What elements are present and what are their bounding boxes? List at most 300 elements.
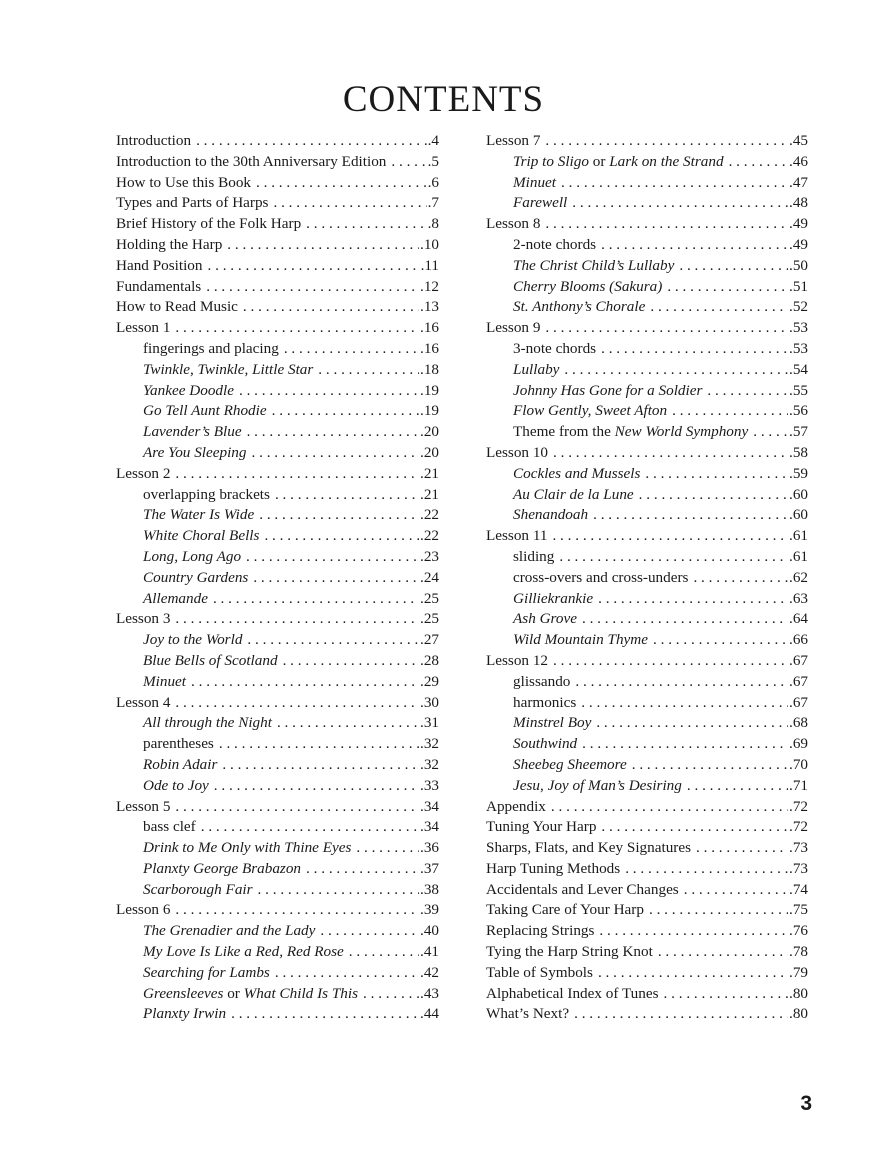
toc-entry [116, 214, 439, 235]
toc-entry-label [143, 734, 214, 755]
toc-entry [116, 693, 439, 714]
toc-entry-title-italic: The Water Is Wide [143, 506, 255, 524]
toc-entry-label [486, 651, 548, 672]
dot-leader [650, 297, 788, 318]
toc-entry-title-italic: All through the Night [143, 714, 272, 732]
toc-entry [116, 734, 439, 755]
toc-entry-title-italic: Long, Long Ago [143, 547, 242, 565]
toc-entry-page: .67 [789, 693, 808, 711]
toc-entry-page: .61 [789, 527, 808, 545]
toc-entry [116, 984, 439, 1005]
toc-entry-title-italic: Twinkle, Twinkle, Little Star [143, 360, 314, 378]
toc-entry-page: .50 [789, 256, 808, 274]
toc-entry-label [116, 797, 170, 818]
toc-entry-label [143, 942, 344, 963]
toc-entry-label [143, 381, 234, 402]
toc-entry [116, 609, 439, 630]
toc-column-right [486, 131, 808, 1025]
toc-entry-label [486, 921, 594, 942]
toc-entry-title-italic: Scarborough Fair [143, 880, 253, 898]
toc-entry-label [486, 131, 540, 152]
toc-entry [486, 651, 808, 672]
dot-leader [601, 339, 788, 360]
dot-leader [551, 797, 788, 818]
toc-entry [486, 235, 808, 256]
toc-entry [116, 235, 439, 256]
toc-entry-text: Lesson 1 [116, 319, 171, 337]
toc-entry-text: 3-note chords [513, 339, 597, 357]
dot-leader [553, 651, 788, 672]
toc-entry [486, 921, 808, 942]
toc-entry [116, 942, 439, 963]
toc-entry [486, 589, 808, 610]
dot-leader [256, 173, 427, 194]
toc-entry-page: .42 [420, 963, 439, 981]
toc-entry-title-italic: New World Symphony [614, 423, 749, 441]
toc-entry-label [143, 838, 351, 859]
toc-entry-page: .11 [420, 256, 439, 274]
toc-entry-label [486, 1004, 569, 1025]
toc-entry [116, 838, 439, 859]
toc-entry-page: .8 [427, 215, 439, 233]
toc-entry-text: 2-note chords [513, 235, 597, 253]
toc-entry-text: bass clef [143, 818, 196, 836]
toc-entry [486, 526, 808, 547]
toc-entry-label [513, 422, 748, 443]
dot-leader [259, 505, 419, 526]
toc-entry-page: .62 [789, 568, 808, 586]
toc-entry-title-italic: Johnny Has Gone for a Soldier [513, 381, 703, 399]
toc-entry-label [486, 214, 540, 235]
toc-entry-text: Lesson 8 [486, 215, 541, 233]
dot-leader [191, 672, 419, 693]
dot-leader [349, 942, 419, 963]
toc-entry [486, 755, 808, 776]
toc-entry-text: How to Read Music [116, 298, 238, 316]
toc-entry [486, 547, 808, 568]
dot-leader [729, 152, 788, 173]
toc-entry [486, 838, 808, 859]
toc-entry-page: .43 [420, 984, 439, 1002]
toc-entry-text: Lesson 7 [486, 132, 541, 149]
toc-entry-page: .16 [420, 339, 439, 357]
dot-leader [272, 401, 419, 422]
toc-entry-label [116, 173, 251, 194]
toc-entry [486, 443, 808, 464]
dot-leader [696, 838, 788, 859]
toc-entry-label [513, 589, 593, 610]
toc-entry-text: Introduction to the 30th Anniversary Edition [116, 152, 387, 170]
dot-leader [545, 131, 788, 152]
toc-entry-page: .16 [420, 319, 439, 337]
toc-entry-page: .19 [420, 381, 439, 399]
toc-entry-label [116, 318, 170, 339]
toc-entry-page: .53 [789, 339, 808, 357]
toc-entry-page: .80 [789, 1005, 808, 1023]
dot-leader [582, 609, 788, 630]
toc-entry-label [116, 131, 191, 152]
toc-entry [486, 381, 808, 402]
toc-entry-label [513, 256, 674, 277]
toc-entry-text: Accidentals and Lever Changes [486, 880, 679, 898]
toc-entry-label [513, 776, 682, 797]
toc-entry-page: .20 [420, 423, 439, 441]
toc-entry-label [143, 401, 267, 422]
toc-entry-title-italic: Go Tell Aunt Rhodie [143, 402, 267, 420]
toc-entry-page: .24 [420, 568, 439, 586]
dot-leader [693, 568, 788, 589]
toc-entry [116, 297, 439, 318]
toc-entry-label [486, 797, 546, 818]
toc-entry-page: .29 [420, 672, 439, 690]
toc-entry-text: Lesson 2 [116, 464, 171, 482]
toc-entry-title-italic: Jesu, Joy of Man’s Desiring [513, 776, 682, 794]
toc-entry-label [486, 900, 644, 921]
dot-leader [277, 713, 419, 734]
dot-leader [667, 277, 788, 298]
toc-entry [486, 360, 808, 381]
toc-entry [116, 817, 439, 838]
toc-entry-label [143, 817, 196, 838]
dot-leader [559, 547, 788, 568]
toc-entry-text: Table of Symbols [486, 963, 593, 981]
toc-entry-text: Types and Parts of Harps [116, 194, 269, 212]
toc-entry-page: .70 [789, 755, 808, 773]
dot-leader [561, 173, 788, 194]
toc-entry-page: .66 [789, 631, 808, 649]
toc-entry-page: .19 [420, 402, 439, 420]
toc-entry [486, 277, 808, 298]
toc-entry-label [143, 672, 186, 693]
toc-entry [116, 797, 439, 818]
toc-entry-page: .80 [789, 984, 808, 1002]
toc-entry-title-italic: Greensleeves [143, 984, 224, 1002]
toc-entry-page: .58 [789, 443, 808, 461]
toc-entry-text: Lesson 6 [116, 901, 171, 919]
toc-entry-text: or [223, 984, 244, 1002]
toc-entry [486, 984, 808, 1005]
toc-entry-label [486, 526, 547, 547]
dot-leader [175, 693, 419, 714]
toc-entry-page: .68 [789, 714, 808, 732]
toc-entry-page: .56 [789, 402, 808, 420]
toc-entry [116, 193, 439, 214]
toc-entry-title-italic: Cherry Blooms (Sakura) [513, 277, 663, 295]
dot-leader [222, 755, 419, 776]
toc-entry-page: .22 [420, 506, 439, 524]
toc-entry-label [486, 318, 540, 339]
toc-entry-label [513, 277, 662, 298]
toc-entry-page: .67 [789, 672, 808, 690]
toc-entry [116, 526, 439, 547]
toc-entry-label [116, 214, 301, 235]
dot-leader [649, 900, 788, 921]
toc-entry [116, 547, 439, 568]
dot-leader [214, 776, 419, 797]
toc-entry-label [143, 713, 272, 734]
toc-entry-page: .28 [420, 651, 439, 669]
toc-entry-label [486, 443, 548, 464]
toc-entry-page: .63 [789, 589, 808, 607]
toc-entry-page: .60 [789, 485, 808, 503]
dot-leader [658, 942, 788, 963]
dot-leader [227, 235, 419, 256]
toc-entry [116, 630, 439, 651]
toc-entry [486, 693, 808, 714]
toc-entry-label [513, 297, 645, 318]
toc-entry-page: .75 [789, 901, 808, 919]
toc-entry-page: .4 [427, 132, 439, 149]
dot-leader [753, 422, 788, 443]
dot-leader [601, 235, 788, 256]
dot-leader [318, 360, 419, 381]
toc-entry-page: .37 [420, 859, 439, 877]
toc-entry-title-italic: Ode to Joy [143, 776, 209, 794]
toc-entry-page: .61 [789, 547, 808, 565]
toc-entry-page: .78 [789, 943, 808, 961]
dot-leader [201, 817, 419, 838]
dot-leader [598, 589, 788, 610]
toc-entry-label [143, 339, 279, 360]
toc-entry-page: .30 [420, 693, 439, 711]
toc-entry-label [116, 235, 222, 256]
toc-entry-label [486, 880, 679, 901]
toc-entry-label [513, 547, 554, 568]
toc-entry-title-italic: Lark on the Strand [609, 152, 724, 170]
toc-entry-text: glissando [513, 672, 571, 690]
toc-entry-text: Brief History of the Folk Harp [116, 215, 302, 233]
toc-entry-title-italic: Minuet [143, 672, 187, 690]
toc-entry-title-italic: Searching for Lambs [143, 963, 270, 981]
toc-entry-title-italic: The Grenadier and the Lady [143, 922, 316, 940]
toc-entry-text: Sharps, Flats, and Key Signatures [486, 839, 692, 857]
toc-entry-label [486, 942, 653, 963]
toc-entry-label [513, 630, 648, 651]
toc-entry-page: .31 [420, 714, 439, 732]
dot-leader [175, 318, 419, 339]
toc-entry [116, 672, 439, 693]
toc-entry-page: .6 [427, 173, 439, 191]
toc-entry [486, 173, 808, 194]
dot-leader [253, 568, 419, 589]
toc-entry [486, 297, 808, 318]
toc-entry-page: .34 [420, 818, 439, 836]
toc-entry-label [513, 360, 559, 381]
toc-entry-page: .64 [789, 610, 808, 628]
toc-entry-page: .21 [420, 485, 439, 503]
dot-leader [639, 485, 788, 506]
toc-entry-title-italic: Minstrel Boy [513, 714, 592, 732]
toc-entry-label [143, 1004, 226, 1025]
toc-entry-page: .46 [789, 152, 808, 170]
toc-entry-page: .74 [789, 880, 808, 898]
toc-entry-label [143, 963, 270, 984]
toc-entry-label [143, 651, 278, 672]
toc-entry-page: .32 [420, 735, 439, 753]
toc-entry-label [143, 859, 301, 880]
toc-entry-page: .79 [789, 963, 808, 981]
toc-entry [486, 214, 808, 235]
toc-entry-page: .33 [420, 776, 439, 794]
toc-entry [486, 568, 808, 589]
toc-entry [116, 339, 439, 360]
toc-entry-text: Taking Care of Your Harp [486, 901, 644, 919]
toc-entry-text: fingerings and placing [143, 339, 279, 357]
toc-entry-page: .53 [789, 319, 808, 337]
toc-entry [116, 485, 439, 506]
toc-entry-page: .51 [789, 277, 808, 295]
toc-entry [116, 131, 439, 152]
toc-entry-label [513, 568, 688, 589]
toc-entry-text: sliding [513, 547, 555, 565]
toc-entry-page: .13 [420, 298, 439, 316]
toc-entry-text: Harp Tuning Methods [486, 859, 621, 877]
toc-entry-label [513, 173, 556, 194]
toc-entry-label [513, 235, 596, 256]
toc-entry-title-italic: Farewell [513, 194, 568, 212]
toc-entry-title-italic: St. Anthony’s Chorale [513, 298, 646, 316]
toc-entry-label [513, 401, 667, 422]
dot-leader [196, 131, 427, 152]
toc-entry-page: .18 [420, 360, 439, 378]
toc-entry-title-italic: Country Gardens [143, 568, 249, 586]
toc-entry-label [143, 921, 315, 942]
toc-entry-text: Introduction [116, 132, 192, 149]
toc-entry-page: .72 [789, 797, 808, 815]
toc-entry-page: .49 [789, 215, 808, 233]
page-title: CONTENTS [342, 79, 545, 120]
toc-entry-title-italic: Minuet [513, 173, 557, 191]
toc-entry [116, 505, 439, 526]
toc-entry-label [513, 193, 567, 214]
dot-leader [252, 443, 420, 464]
dot-leader [596, 713, 788, 734]
dot-leader [320, 921, 419, 942]
toc-entry [116, 568, 439, 589]
dot-leader [593, 505, 788, 526]
dot-leader [572, 193, 788, 214]
toc-entry-title-italic: Allemande [143, 589, 208, 607]
toc-entry [486, 776, 808, 797]
dot-leader [545, 214, 788, 235]
toc-entry-title-italic: Drink to Me Only with Thine Eyes [143, 839, 352, 857]
toc-entry-page: .73 [789, 839, 808, 857]
dot-leader [598, 963, 788, 984]
toc-entry-page: .20 [420, 443, 439, 461]
toc-entry-title-italic: Sheebeg Sheemore [513, 755, 627, 773]
toc-entry [486, 339, 808, 360]
toc-entry-label [116, 152, 386, 173]
toc-entry-page: .25 [420, 610, 439, 628]
dot-leader [632, 755, 788, 776]
dot-leader [545, 318, 788, 339]
toc-entry-page: .45 [789, 132, 808, 149]
toc-entry-label [513, 339, 596, 360]
toc-entry-label [513, 734, 577, 755]
toc-entry [116, 651, 439, 672]
toc-entry-title-italic: Lullaby [513, 360, 560, 378]
toc-entry-page: .36 [420, 839, 439, 857]
dot-leader [247, 630, 419, 651]
toc-entry-text: Theme from the [513, 423, 615, 441]
toc-entry-page: .40 [420, 922, 439, 940]
toc-entry-title-italic: Au Clair de la Lune [513, 485, 634, 503]
toc-entry-label [513, 755, 627, 776]
toc-entry-text: or [588, 152, 610, 170]
toc-entry-text: parentheses [143, 735, 214, 753]
toc-entry [116, 900, 439, 921]
dot-leader [599, 921, 788, 942]
toc-entry [486, 797, 808, 818]
toc-entry-label [143, 880, 253, 901]
toc-entry-title-italic: Shenandoah [513, 506, 589, 524]
toc-entry-text: Lesson 9 [486, 319, 541, 337]
toc-entry [486, 505, 808, 526]
toc-entry-text: Fundamentals [116, 277, 202, 295]
toc-entry-page: .55 [789, 381, 808, 399]
toc-entry-label [143, 568, 248, 589]
toc-entry-label [143, 755, 217, 776]
toc-entry-page: .73 [789, 859, 808, 877]
toc-entry-page: .7 [427, 194, 439, 212]
toc-entry-label [116, 900, 170, 921]
toc-entry-page: .57 [789, 423, 808, 441]
toc-entry-label [513, 693, 576, 714]
toc-entry-text: What’s Next? [486, 1005, 570, 1023]
toc-entry-label [143, 776, 209, 797]
dot-leader [231, 1004, 419, 1025]
toc-entry [116, 713, 439, 734]
toc-entry-label [513, 485, 634, 506]
toc-entry [116, 880, 439, 901]
toc-entry-label [513, 609, 577, 630]
dot-leader [684, 880, 788, 901]
toc-entry-page: .5 [427, 152, 439, 170]
toc-entry [116, 422, 439, 443]
toc-entry-text: Lesson 3 [116, 610, 171, 628]
toc-entry-title-italic: Wild Mountain Thyme [513, 631, 648, 649]
toc-entry-label [143, 547, 241, 568]
toc-entry [486, 859, 808, 880]
dot-leader [273, 193, 426, 214]
toc-entry-title-italic: Lavender’s Blue [143, 423, 242, 441]
toc-entry [116, 318, 439, 339]
toc-entry [486, 464, 808, 485]
dot-leader [258, 880, 419, 901]
toc-entry-page: .54 [789, 360, 808, 378]
toc-entry-label [143, 630, 242, 651]
toc-entry-text: overlapping brackets [143, 485, 270, 503]
toc-entry-page: .44 [420, 1005, 439, 1023]
dot-leader [206, 277, 419, 298]
dot-leader [552, 526, 788, 547]
toc-entry [486, 256, 808, 277]
toc-entry-label [486, 838, 691, 859]
toc-entry-title-italic: Planxty Irwin [143, 1005, 227, 1023]
toc-entry [486, 880, 808, 901]
toc-entry-label [513, 713, 591, 734]
toc-entry-title-italic: Ash Grove [513, 610, 577, 628]
toc-entry-title-italic: What Child Is This [243, 984, 359, 1002]
toc-column-left [116, 131, 439, 1025]
toc-entry [116, 589, 439, 610]
dot-leader [219, 734, 419, 755]
toc-entry-text: harmonics [513, 693, 577, 711]
toc-entry [486, 963, 808, 984]
toc-entry-title-italic: Southwind [513, 735, 578, 753]
dot-leader [175, 609, 419, 630]
dot-leader [175, 464, 419, 485]
